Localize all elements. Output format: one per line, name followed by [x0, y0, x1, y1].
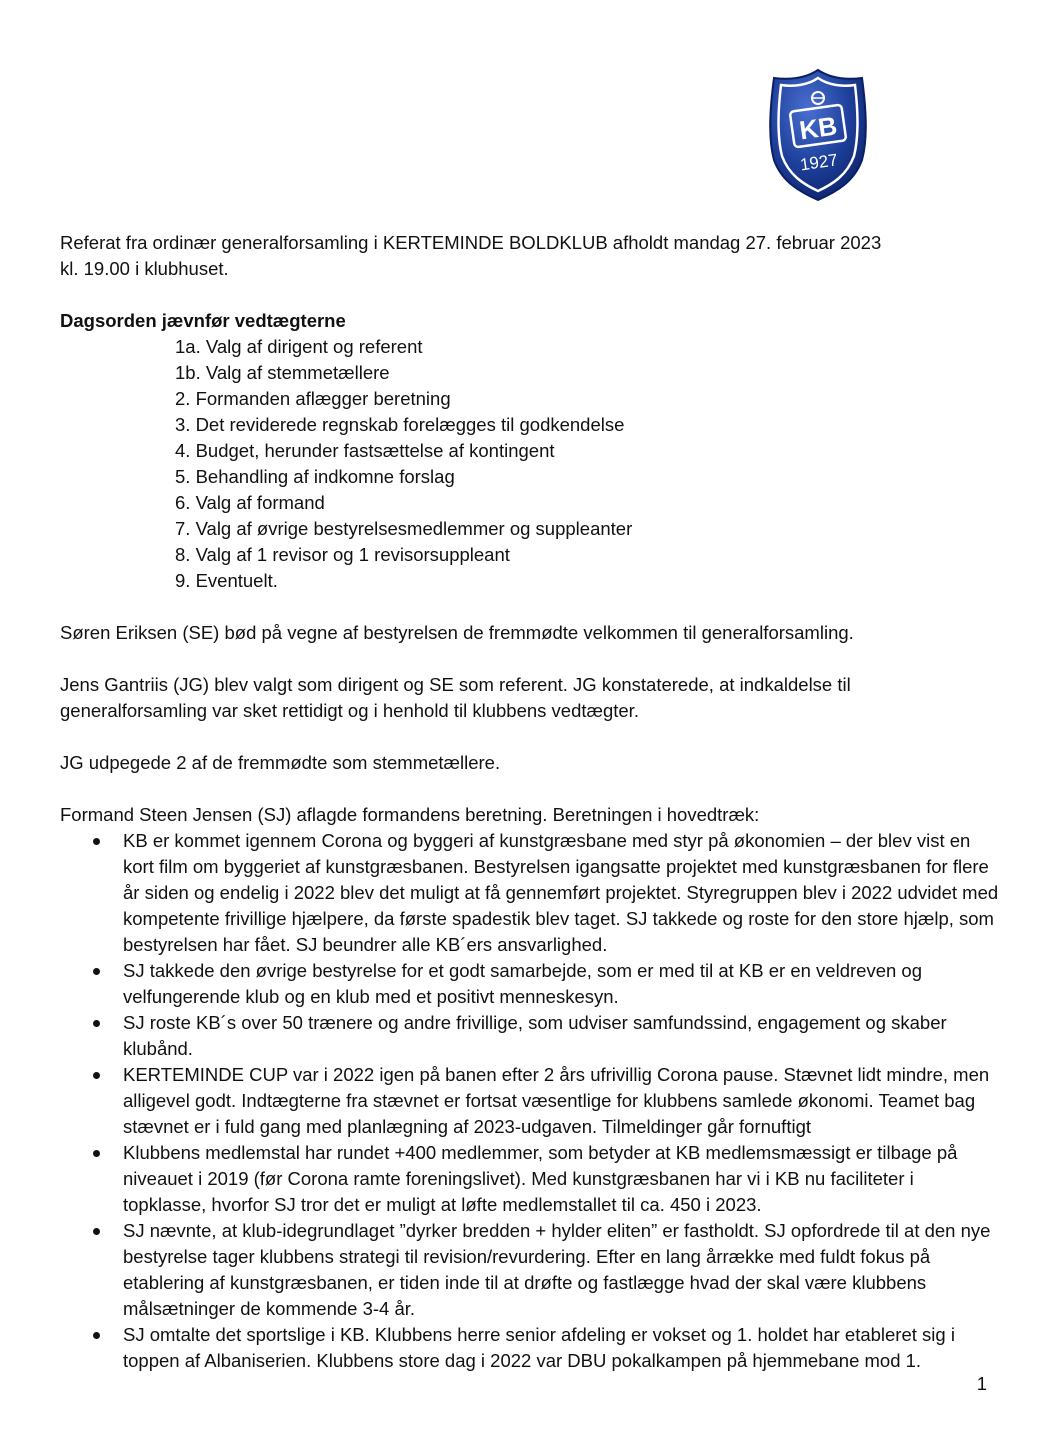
report-bullet: SJ takkede den øvrige bestyrelse for et godt samarbejde, som er med til at KB er en veldreven og velfungerende klub og en klub med et positivt menneskesyn.	[123, 958, 1000, 1010]
report-bullet: SJ omtalte det sportslige i KB. Klubbens herre senior afdeling er vokset og 1. holdet har etableret sig i toppen af Albaniserien. Klubbens store dag i 2022 var DBU pokalkampen på hjemmebane mod 1.	[123, 1322, 1000, 1374]
agenda-item: 9. Eventuelt.	[175, 570, 278, 591]
document-body	[60, 230, 1000, 1374]
agenda-item: 1a. Valg af dirigent og referent	[175, 336, 423, 357]
agenda-item: 7. Valg af øvrige bestyrelsesmedlemmer og suppleanter	[175, 518, 633, 539]
welcome-paragraph: Søren Eriksen (SE) bød på vegne af bestyrelsen de fremmødte velkommen til generalforsamling.	[60, 622, 854, 643]
crest-year: 1927	[798, 150, 839, 175]
agenda-item: 6. Valg af formand	[175, 492, 325, 513]
report-bullet: SJ nævnte, at klub-idegrundlaget ”dyrker bredden + hylder eliten” er fastholdt. SJ opfordrede til at den nye bestyrelse tager klubbens strategi til revision/revurdering. Efter en lang årrække med fuldt fokus på etablering af kunstgræsbanen, er tiden inde til at drøfte og fastlægge hvad der skal være klubbens målsætninger de kommende 3-4 år.	[123, 1218, 1000, 1322]
agenda-item: 5. Behandling af indkomne forslag	[175, 466, 455, 487]
agenda-item: 3. Det reviderede regnskab forelægges til godkendelse	[175, 414, 625, 435]
crest-letters: KB	[797, 110, 839, 146]
intro-line-1: Referat fra ordinær generalforsamling i KERTEMINDE BOLDKLUB afholdt mandag 27. februar 2023	[60, 232, 882, 253]
agenda-item: 1b. Valg af stemmetællere	[175, 362, 390, 383]
agenda-item: 2. Formanden aflægger beretning	[175, 388, 451, 409]
report-bullet: KB er kommet igennem Corona og byggeri af kunstgræsbane med styr på økonomien – der blev vist en kort film om byggeriet af kunstgræsbanen. Bestyrelsen igangsatte projektet med kunstgræsbanen for flere år siden og endelig i 2022 blev det muligt at få gennemført projektet. Styregruppen blev i 2022 udvidet med kompetente frivillige hjælpere, da første spadestik blev taget. SJ takkede og roste for den store hjælp, som bestyrelsen har fået. SJ beundrer alle KB´ers ansvarlighed.	[123, 828, 1000, 958]
intro-heading	[60, 230, 1000, 282]
dirigent-paragraph: Jens Gantriis (JG) blev valgt som dirigent og SE som referent. JG konstaterede, at indkaldelse til generalforsamling var sket rettidigt og i henhold til klubbens vedtægter.	[60, 674, 851, 721]
agenda-item: 8. Valg af 1 revisor og 1 revisorsuppleant	[175, 544, 510, 565]
agenda-title: Dagsorden jævnfør vedtægterne	[60, 310, 346, 331]
page-number: 1	[976, 1373, 987, 1394]
report-bullet: SJ roste KB´s over 50 trænere og andre frivillige, som udviser samfundssind, engagement og skaber klubånd.	[123, 1010, 1000, 1062]
tellers-paragraph: JG udpegede 2 af de fremmødte som stemmetællere.	[60, 752, 501, 773]
agenda-list	[60, 334, 1000, 594]
intro-line-2: kl. 19.00 i klubhuset.	[60, 258, 229, 279]
report-bullet: Klubbens medlemstal har rundet +400 medlemmer, som betyder at KB medlemsmæssigt er tilbage på niveauet i 2019 (før Corona ramte foreningslivet). Med kunstgræsbanen har vi i KB nu faciliteter i topklasse, hvorfor SJ tror det er muligt at løfte medlemstallet til ca. 450 i 2023.	[123, 1140, 1000, 1218]
report-bullet-list	[60, 828, 1000, 1374]
kb-club-crest-icon	[766, 68, 870, 202]
report-bullet: KERTEMINDE CUP var i 2022 igen på banen efter 2 års ufrivillig Corona pause. Stævnet lidt mindre, men alligevel godt. Indtægterne fra stævnet er fortsat væsentlige for klubbens samlede økonomi. Teamet bag stævnet er i fuld gang med planlægning af 2023-udgaven. Tilmeldinger går fornuftigt	[123, 1062, 1000, 1140]
agenda-item: 4. Budget, herunder fastsættelse af kontingent	[175, 440, 555, 461]
report-intro-paragraph: Formand Steen Jensen (SJ) aflagde formandens beretning. Beretningen i hovedtræk:	[60, 804, 760, 825]
